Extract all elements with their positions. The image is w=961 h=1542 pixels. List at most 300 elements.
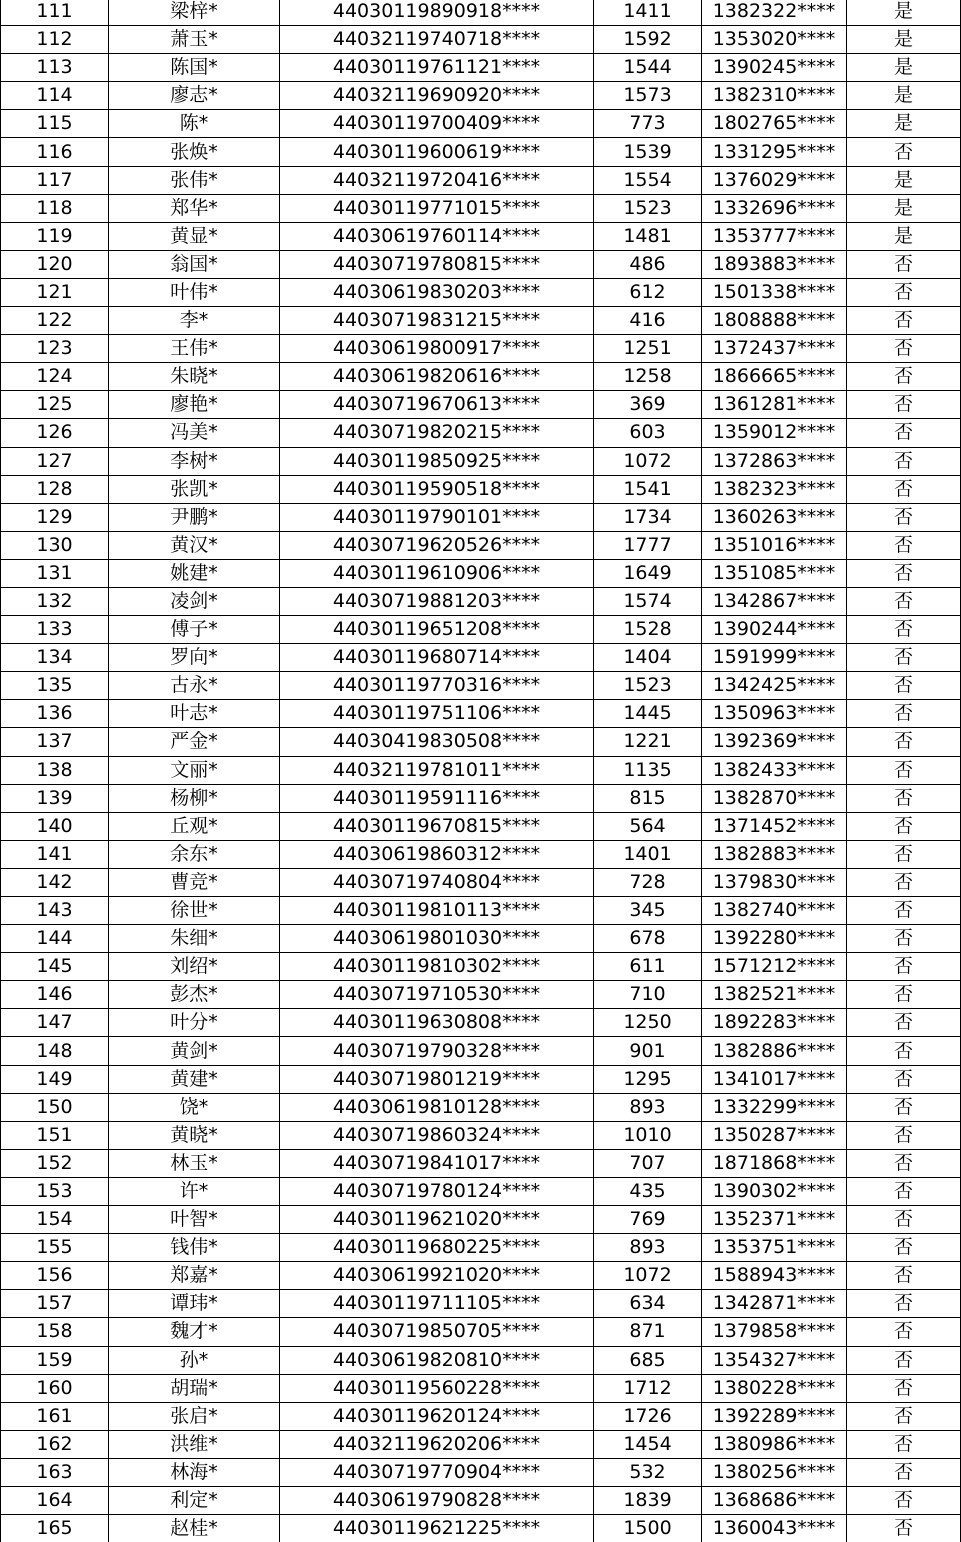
id-number-cell[interactable]: 44030619810128**** — [280, 1093, 594, 1121]
row-number-cell[interactable]: 126 — [1, 419, 109, 447]
value-cell[interactable]: 634 — [594, 1290, 702, 1318]
status-cell[interactable]: 否 — [847, 278, 961, 306]
phone-cell[interactable]: 1376029**** — [702, 166, 847, 194]
id-number-cell[interactable]: 44030719881203**** — [280, 587, 594, 615]
phone-cell[interactable]: 1802765**** — [702, 110, 847, 138]
name-cell[interactable]: 魏才* — [109, 1318, 280, 1346]
id-number-cell[interactable]: 44030119591116**** — [280, 784, 594, 812]
status-cell[interactable]: 否 — [847, 391, 961, 419]
name-cell[interactable]: 徐世* — [109, 897, 280, 925]
id-number-cell[interactable]: 44030119700409**** — [280, 110, 594, 138]
value-cell[interactable]: 612 — [594, 278, 702, 306]
id-number-cell[interactable]: 44030119790101**** — [280, 503, 594, 531]
phone-cell[interactable]: 1892283**** — [702, 1009, 847, 1037]
value-cell[interactable]: 1411 — [594, 0, 702, 26]
phone-cell[interactable]: 1390244**** — [702, 616, 847, 644]
name-cell[interactable]: 叶智* — [109, 1206, 280, 1234]
status-cell[interactable]: 否 — [847, 363, 961, 391]
row-number-cell[interactable]: 149 — [1, 1065, 109, 1093]
value-cell[interactable]: 1072 — [594, 447, 702, 475]
phone-cell[interactable]: 1380256**** — [702, 1458, 847, 1486]
status-cell[interactable]: 否 — [847, 1515, 961, 1542]
status-cell[interactable]: 否 — [847, 672, 961, 700]
id-number-cell[interactable]: 44030719710530**** — [280, 981, 594, 1009]
id-number-cell[interactable]: 44030719780124**** — [280, 1177, 594, 1205]
row-number-cell[interactable]: 111 — [1, 0, 109, 26]
value-cell[interactable]: 1500 — [594, 1515, 702, 1542]
value-cell[interactable]: 1481 — [594, 222, 702, 250]
status-cell[interactable]: 否 — [847, 503, 961, 531]
value-cell[interactable]: 603 — [594, 419, 702, 447]
phone-cell[interactable]: 1380986**** — [702, 1430, 847, 1458]
status-cell[interactable]: 否 — [847, 307, 961, 335]
id-number-cell[interactable]: 44030719670613**** — [280, 391, 594, 419]
name-cell[interactable]: 姚建* — [109, 559, 280, 587]
row-number-cell[interactable]: 152 — [1, 1149, 109, 1177]
phone-cell[interactable]: 1808888**** — [702, 307, 847, 335]
id-number-cell[interactable]: 44032119690920**** — [280, 82, 594, 110]
value-cell[interactable]: 1010 — [594, 1121, 702, 1149]
row-number-cell[interactable]: 162 — [1, 1430, 109, 1458]
id-number-cell[interactable]: 44030119751106**** — [280, 700, 594, 728]
name-cell[interactable]: 利定* — [109, 1486, 280, 1514]
row-number-cell[interactable]: 120 — [1, 250, 109, 278]
id-number-cell[interactable]: 44030719740804**** — [280, 868, 594, 896]
status-cell[interactable]: 否 — [847, 784, 961, 812]
phone-cell[interactable]: 1359012**** — [702, 419, 847, 447]
phone-cell[interactable]: 1331295**** — [702, 138, 847, 166]
status-cell[interactable]: 是 — [847, 194, 961, 222]
phone-cell[interactable]: 1332299**** — [702, 1093, 847, 1121]
id-number-cell[interactable]: 44032119740718**** — [280, 26, 594, 54]
name-cell[interactable]: 饶* — [109, 1093, 280, 1121]
phone-cell[interactable]: 1353020**** — [702, 26, 847, 54]
phone-cell[interactable]: 1361281**** — [702, 391, 847, 419]
row-number-cell[interactable]: 118 — [1, 194, 109, 222]
id-number-cell[interactable]: 44030119590518**** — [280, 475, 594, 503]
name-cell[interactable]: 李* — [109, 307, 280, 335]
status-cell[interactable]: 是 — [847, 222, 961, 250]
name-cell[interactable]: 朱晓* — [109, 363, 280, 391]
id-number-cell[interactable]: 44030619921020**** — [280, 1262, 594, 1290]
row-number-cell[interactable]: 153 — [1, 1177, 109, 1205]
name-cell[interactable]: 陈国* — [109, 54, 280, 82]
value-cell[interactable]: 486 — [594, 250, 702, 278]
value-cell[interactable]: 871 — [594, 1318, 702, 1346]
status-cell[interactable]: 否 — [847, 475, 961, 503]
status-cell[interactable]: 否 — [847, 812, 961, 840]
phone-cell[interactable]: 1382870**** — [702, 784, 847, 812]
name-cell[interactable]: 陈* — [109, 110, 280, 138]
phone-cell[interactable]: 1350963**** — [702, 700, 847, 728]
status-cell[interactable]: 是 — [847, 110, 961, 138]
status-cell[interactable]: 否 — [847, 728, 961, 756]
row-number-cell[interactable]: 138 — [1, 756, 109, 784]
phone-cell[interactable]: 1368686**** — [702, 1486, 847, 1514]
row-number-cell[interactable]: 137 — [1, 728, 109, 756]
id-number-cell[interactable]: 44030719801219**** — [280, 1065, 594, 1093]
phone-cell[interactable]: 1382521**** — [702, 981, 847, 1009]
id-number-cell[interactable]: 44030119771015**** — [280, 194, 594, 222]
row-number-cell[interactable]: 129 — [1, 503, 109, 531]
status-cell[interactable]: 否 — [847, 1206, 961, 1234]
status-cell[interactable]: 是 — [847, 0, 961, 26]
row-number-cell[interactable]: 134 — [1, 644, 109, 672]
name-cell[interactable]: 胡瑞* — [109, 1374, 280, 1402]
phone-cell[interactable]: 1342425**** — [702, 672, 847, 700]
phone-cell[interactable]: 1390245**** — [702, 54, 847, 82]
id-number-cell[interactable]: 44030119680714**** — [280, 644, 594, 672]
phone-cell[interactable]: 1501338**** — [702, 278, 847, 306]
name-cell[interactable]: 张伟* — [109, 166, 280, 194]
row-number-cell[interactable]: 145 — [1, 953, 109, 981]
row-number-cell[interactable]: 130 — [1, 531, 109, 559]
phone-cell[interactable]: 1392280**** — [702, 925, 847, 953]
name-cell[interactable]: 翁国* — [109, 250, 280, 278]
id-number-cell[interactable]: 44030119610906**** — [280, 559, 594, 587]
status-cell[interactable]: 否 — [847, 1177, 961, 1205]
name-cell[interactable]: 尹鹏* — [109, 503, 280, 531]
name-cell[interactable]: 叶志* — [109, 700, 280, 728]
value-cell[interactable]: 1258 — [594, 363, 702, 391]
value-cell[interactable]: 1454 — [594, 1430, 702, 1458]
name-cell[interactable]: 廖志* — [109, 82, 280, 110]
id-number-cell[interactable]: 44030619800917**** — [280, 335, 594, 363]
name-cell[interactable]: 黄建* — [109, 1065, 280, 1093]
id-number-cell[interactable]: 44030119850925**** — [280, 447, 594, 475]
value-cell[interactable]: 1839 — [594, 1486, 702, 1514]
status-cell[interactable]: 是 — [847, 54, 961, 82]
row-number-cell[interactable]: 140 — [1, 812, 109, 840]
value-cell[interactable]: 1523 — [594, 672, 702, 700]
name-cell[interactable]: 洪维* — [109, 1430, 280, 1458]
status-cell[interactable]: 否 — [847, 1402, 961, 1430]
row-number-cell[interactable]: 146 — [1, 981, 109, 1009]
status-cell[interactable]: 否 — [847, 897, 961, 925]
row-number-cell[interactable]: 116 — [1, 138, 109, 166]
row-number-cell[interactable]: 157 — [1, 1290, 109, 1318]
id-number-cell[interactable]: 44030719820215**** — [280, 419, 594, 447]
row-number-cell[interactable]: 117 — [1, 166, 109, 194]
status-cell[interactable]: 是 — [847, 166, 961, 194]
status-cell[interactable]: 否 — [847, 1121, 961, 1149]
name-cell[interactable]: 萧玉* — [109, 26, 280, 54]
name-cell[interactable]: 郑华* — [109, 194, 280, 222]
value-cell[interactable]: 532 — [594, 1458, 702, 1486]
id-number-cell[interactable]: 44030119621225**** — [280, 1515, 594, 1542]
value-cell[interactable]: 815 — [594, 784, 702, 812]
value-cell[interactable]: 707 — [594, 1149, 702, 1177]
id-number-cell[interactable]: 44030719770904**** — [280, 1458, 594, 1486]
value-cell[interactable]: 1777 — [594, 531, 702, 559]
value-cell[interactable]: 1712 — [594, 1374, 702, 1402]
phone-cell[interactable]: 1866665**** — [702, 363, 847, 391]
phone-cell[interactable]: 1382886**** — [702, 1037, 847, 1065]
status-cell[interactable]: 否 — [847, 1374, 961, 1402]
phone-cell[interactable]: 1871868**** — [702, 1149, 847, 1177]
phone-cell[interactable]: 1571212**** — [702, 953, 847, 981]
row-number-cell[interactable]: 133 — [1, 616, 109, 644]
value-cell[interactable]: 1539 — [594, 138, 702, 166]
status-cell[interactable]: 否 — [847, 1486, 961, 1514]
phone-cell[interactable]: 1371452**** — [702, 812, 847, 840]
id-number-cell[interactable]: 44030119680225**** — [280, 1234, 594, 1262]
name-cell[interactable]: 丘观* — [109, 812, 280, 840]
value-cell[interactable]: 769 — [594, 1206, 702, 1234]
status-cell[interactable]: 否 — [847, 1458, 961, 1486]
id-number-cell[interactable]: 44032119720416**** — [280, 166, 594, 194]
row-number-cell[interactable]: 122 — [1, 307, 109, 335]
phone-cell[interactable]: 1351016**** — [702, 531, 847, 559]
value-cell[interactable]: 1135 — [594, 756, 702, 784]
id-number-cell[interactable]: 44030119810302**** — [280, 953, 594, 981]
id-number-cell[interactable]: 44030719780815**** — [280, 250, 594, 278]
id-number-cell[interactable]: 44030619801030**** — [280, 925, 594, 953]
status-cell[interactable]: 否 — [847, 335, 961, 363]
phone-cell[interactable]: 1382322**** — [702, 0, 847, 26]
value-cell[interactable]: 1573 — [594, 82, 702, 110]
phone-cell[interactable]: 1392369**** — [702, 728, 847, 756]
value-cell[interactable]: 893 — [594, 1093, 702, 1121]
id-number-cell[interactable]: 44030719831215**** — [280, 307, 594, 335]
status-cell[interactable]: 否 — [847, 981, 961, 1009]
status-cell[interactable]: 否 — [847, 1290, 961, 1318]
status-cell[interactable]: 否 — [847, 1262, 961, 1290]
phone-cell[interactable]: 1382883**** — [702, 840, 847, 868]
phone-cell[interactable]: 1382740**** — [702, 897, 847, 925]
status-cell[interactable]: 否 — [847, 700, 961, 728]
phone-cell[interactable]: 1351085**** — [702, 559, 847, 587]
id-number-cell[interactable]: 44032119781011**** — [280, 756, 594, 784]
name-cell[interactable]: 凌剑* — [109, 587, 280, 615]
phone-cell[interactable]: 1350287**** — [702, 1121, 847, 1149]
value-cell[interactable]: 1554 — [594, 166, 702, 194]
row-number-cell[interactable]: 124 — [1, 363, 109, 391]
value-cell[interactable]: 369 — [594, 391, 702, 419]
status-cell[interactable]: 否 — [847, 1430, 961, 1458]
row-number-cell[interactable]: 121 — [1, 278, 109, 306]
name-cell[interactable]: 文丽* — [109, 756, 280, 784]
name-cell[interactable]: 叶伟* — [109, 278, 280, 306]
id-number-cell[interactable]: 44030719850705**** — [280, 1318, 594, 1346]
id-number-cell[interactable]: 44030719620526**** — [280, 531, 594, 559]
id-number-cell[interactable]: 44030419830508**** — [280, 728, 594, 756]
phone-cell[interactable]: 1342867**** — [702, 587, 847, 615]
row-number-cell[interactable]: 155 — [1, 1234, 109, 1262]
status-cell[interactable]: 否 — [847, 531, 961, 559]
id-number-cell[interactable]: 44030119621020**** — [280, 1206, 594, 1234]
name-cell[interactable]: 杨柳* — [109, 784, 280, 812]
row-number-cell[interactable]: 164 — [1, 1486, 109, 1514]
phone-cell[interactable]: 1893883**** — [702, 250, 847, 278]
id-number-cell[interactable]: 44030719841017**** — [280, 1149, 594, 1177]
row-number-cell[interactable]: 125 — [1, 391, 109, 419]
status-cell[interactable]: 否 — [847, 138, 961, 166]
phone-cell[interactable]: 1379858**** — [702, 1318, 847, 1346]
phone-cell[interactable]: 1352371**** — [702, 1206, 847, 1234]
phone-cell[interactable]: 1382323**** — [702, 475, 847, 503]
name-cell[interactable]: 林海* — [109, 1458, 280, 1486]
status-cell[interactable]: 是 — [847, 26, 961, 54]
status-cell[interactable]: 否 — [847, 1093, 961, 1121]
row-number-cell[interactable]: 127 — [1, 447, 109, 475]
phone-cell[interactable]: 1353777**** — [702, 222, 847, 250]
name-cell[interactable]: 刘绍* — [109, 953, 280, 981]
row-number-cell[interactable]: 131 — [1, 559, 109, 587]
id-number-cell[interactable]: 44030119761121**** — [280, 54, 594, 82]
row-number-cell[interactable]: 141 — [1, 840, 109, 868]
phone-cell[interactable]: 1341017**** — [702, 1065, 847, 1093]
value-cell[interactable]: 345 — [594, 897, 702, 925]
name-cell[interactable]: 黄显* — [109, 222, 280, 250]
id-number-cell[interactable]: 44030719790328**** — [280, 1037, 594, 1065]
row-number-cell[interactable]: 112 — [1, 26, 109, 54]
name-cell[interactable]: 廖艳* — [109, 391, 280, 419]
id-number-cell[interactable]: 44030619820616**** — [280, 363, 594, 391]
value-cell[interactable]: 1401 — [594, 840, 702, 868]
phone-cell[interactable]: 1342871**** — [702, 1290, 847, 1318]
phone-cell[interactable]: 1591999**** — [702, 644, 847, 672]
value-cell[interactable]: 1726 — [594, 1402, 702, 1430]
status-cell[interactable]: 否 — [847, 250, 961, 278]
row-number-cell[interactable]: 119 — [1, 222, 109, 250]
id-number-cell[interactable]: 44030119651208**** — [280, 616, 594, 644]
value-cell[interactable]: 728 — [594, 868, 702, 896]
row-number-cell[interactable]: 159 — [1, 1346, 109, 1374]
phone-cell[interactable]: 1353751**** — [702, 1234, 847, 1262]
value-cell[interactable]: 1445 — [594, 700, 702, 728]
name-cell[interactable]: 钱伟* — [109, 1234, 280, 1262]
name-cell[interactable]: 朱细* — [109, 925, 280, 953]
row-number-cell[interactable]: 158 — [1, 1318, 109, 1346]
row-number-cell[interactable]: 142 — [1, 868, 109, 896]
row-number-cell[interactable]: 144 — [1, 925, 109, 953]
row-number-cell[interactable]: 113 — [1, 54, 109, 82]
status-cell[interactable]: 是 — [847, 82, 961, 110]
id-number-cell[interactable]: 44030119620124**** — [280, 1402, 594, 1430]
phone-cell[interactable]: 1360263**** — [702, 503, 847, 531]
row-number-cell[interactable]: 161 — [1, 1402, 109, 1430]
value-cell[interactable]: 611 — [594, 953, 702, 981]
status-cell[interactable]: 否 — [847, 1009, 961, 1037]
status-cell[interactable]: 否 — [847, 1346, 961, 1374]
name-cell[interactable]: 林玉* — [109, 1149, 280, 1177]
name-cell[interactable]: 梁梓* — [109, 0, 280, 26]
value-cell[interactable]: 901 — [594, 1037, 702, 1065]
status-cell[interactable]: 否 — [847, 559, 961, 587]
status-cell[interactable]: 否 — [847, 840, 961, 868]
row-number-cell[interactable]: 143 — [1, 897, 109, 925]
name-cell[interactable]: 古永* — [109, 672, 280, 700]
phone-cell[interactable]: 1588943**** — [702, 1262, 847, 1290]
row-number-cell[interactable]: 132 — [1, 587, 109, 615]
id-number-cell[interactable]: 44030619760114**** — [280, 222, 594, 250]
id-number-cell[interactable]: 44032119620206**** — [280, 1430, 594, 1458]
status-cell[interactable]: 否 — [847, 1037, 961, 1065]
row-number-cell[interactable]: 136 — [1, 700, 109, 728]
value-cell[interactable]: 1251 — [594, 335, 702, 363]
status-cell[interactable]: 否 — [847, 644, 961, 672]
status-cell[interactable]: 否 — [847, 925, 961, 953]
value-cell[interactable]: 1528 — [594, 616, 702, 644]
value-cell[interactable]: 1649 — [594, 559, 702, 587]
phone-cell[interactable]: 1360043**** — [702, 1515, 847, 1542]
id-number-cell[interactable]: 44030119890918**** — [280, 0, 594, 26]
status-cell[interactable]: 否 — [847, 756, 961, 784]
name-cell[interactable]: 曹竞* — [109, 868, 280, 896]
name-cell[interactable]: 冯美* — [109, 419, 280, 447]
name-cell[interactable]: 赵桂* — [109, 1515, 280, 1542]
value-cell[interactable]: 773 — [594, 110, 702, 138]
status-cell[interactable]: 否 — [847, 1318, 961, 1346]
phone-cell[interactable]: 1372437**** — [702, 335, 847, 363]
value-cell[interactable]: 1592 — [594, 26, 702, 54]
row-number-cell[interactable]: 148 — [1, 1037, 109, 1065]
value-cell[interactable]: 1544 — [594, 54, 702, 82]
status-cell[interactable]: 否 — [847, 587, 961, 615]
row-number-cell[interactable]: 123 — [1, 335, 109, 363]
status-cell[interactable]: 否 — [847, 419, 961, 447]
id-number-cell[interactable]: 44030119770316**** — [280, 672, 594, 700]
value-cell[interactable]: 1221 — [594, 728, 702, 756]
phone-cell[interactable]: 1392289**** — [702, 1402, 847, 1430]
name-cell[interactable]: 黄汉* — [109, 531, 280, 559]
value-cell[interactable]: 416 — [594, 307, 702, 335]
name-cell[interactable]: 许* — [109, 1177, 280, 1205]
name-cell[interactable]: 郑嘉* — [109, 1262, 280, 1290]
phone-cell[interactable]: 1379830**** — [702, 868, 847, 896]
phone-cell[interactable]: 1372863**** — [702, 447, 847, 475]
name-cell[interactable]: 王伟* — [109, 335, 280, 363]
status-cell[interactable]: 否 — [847, 1149, 961, 1177]
row-number-cell[interactable]: 114 — [1, 82, 109, 110]
value-cell[interactable]: 1072 — [594, 1262, 702, 1290]
id-number-cell[interactable]: 44030619790828**** — [280, 1486, 594, 1514]
phone-cell[interactable]: 1354327**** — [702, 1346, 847, 1374]
row-number-cell[interactable]: 115 — [1, 110, 109, 138]
value-cell[interactable]: 1734 — [594, 503, 702, 531]
id-number-cell[interactable]: 44030719860324**** — [280, 1121, 594, 1149]
row-number-cell[interactable]: 139 — [1, 784, 109, 812]
id-number-cell[interactable]: 44030119711105**** — [280, 1290, 594, 1318]
id-number-cell[interactable]: 44030619830203**** — [280, 278, 594, 306]
name-cell[interactable]: 张凯* — [109, 475, 280, 503]
phone-cell[interactable]: 1332696**** — [702, 194, 847, 222]
id-number-cell[interactable]: 44030619820810**** — [280, 1346, 594, 1374]
row-number-cell[interactable]: 151 — [1, 1121, 109, 1149]
name-cell[interactable]: 余东* — [109, 840, 280, 868]
name-cell[interactable]: 张启* — [109, 1402, 280, 1430]
phone-cell[interactable]: 1390302**** — [702, 1177, 847, 1205]
name-cell[interactable]: 李树* — [109, 447, 280, 475]
name-cell[interactable]: 黄剑* — [109, 1037, 280, 1065]
status-cell[interactable]: 否 — [847, 868, 961, 896]
row-number-cell[interactable]: 156 — [1, 1262, 109, 1290]
name-cell[interactable]: 张焕* — [109, 138, 280, 166]
name-cell[interactable]: 孙* — [109, 1346, 280, 1374]
row-number-cell[interactable]: 150 — [1, 1093, 109, 1121]
row-number-cell[interactable]: 160 — [1, 1374, 109, 1402]
name-cell[interactable]: 严金* — [109, 728, 280, 756]
value-cell[interactable]: 1574 — [594, 587, 702, 615]
name-cell[interactable]: 叶分* — [109, 1009, 280, 1037]
value-cell[interactable]: 1541 — [594, 475, 702, 503]
status-cell[interactable]: 否 — [847, 1065, 961, 1093]
phone-cell[interactable]: 1382310**** — [702, 82, 847, 110]
id-number-cell[interactable]: 44030119810113**** — [280, 897, 594, 925]
phone-cell[interactable]: 1382433**** — [702, 756, 847, 784]
status-cell[interactable]: 否 — [847, 616, 961, 644]
